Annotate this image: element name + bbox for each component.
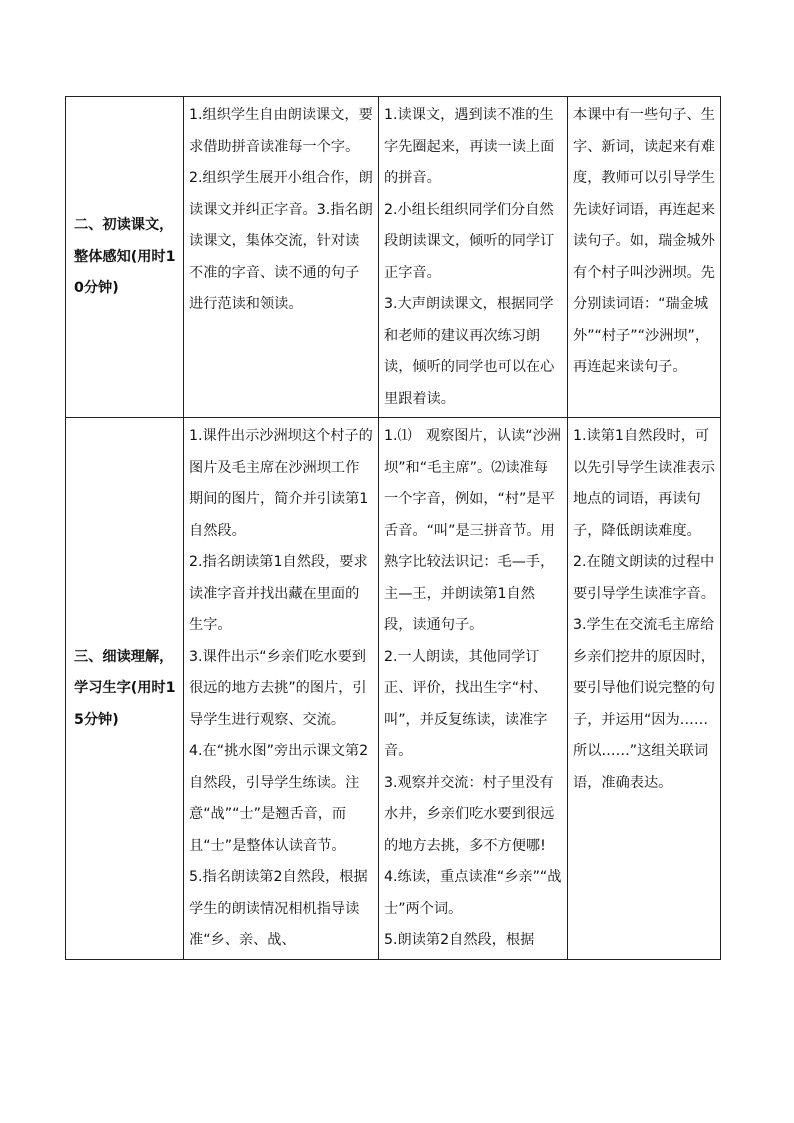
table-row xyxy=(66,418,721,960)
stage-cell: 二、初读课文，整体感知(用时10分钟) xyxy=(66,97,184,418)
stage-cell: 三、细读理解，学习生字(用时15分钟) xyxy=(66,418,184,960)
student-activity-paragraph: 1.⑴ 观察图片，认读“沙洲坝”和“毛主席”。⑵读准每一个字音，例如，“村”是平舌音。“叫”是三拼音节。用熟字比较法识记：毛—手，主—王，并朗读第1自然段，读通句子。 xyxy=(384,428,561,633)
teacher-activity-cell xyxy=(184,97,379,418)
design-notes-cell xyxy=(568,418,721,960)
lesson-plan-table xyxy=(65,96,721,960)
student-activity-paragraph: 3.大声朗读课文，根据同学和老师的建议再次练习朗读，倾听的同学也可以在心里跟着读。 xyxy=(384,296,555,407)
student-activity-cell xyxy=(379,97,568,418)
teacher-activity-paragraph: 5.指名朗读第2自然段，根据学生的朗读情况相机指导读准“乡、亲、战、 xyxy=(189,869,368,948)
teacher-activity-paragraph: 1.课件出示沙洲坝这个村子的图片及毛主席在沙洲坝工作期间的图片，简介并引读第1自然段。 xyxy=(189,428,373,539)
teacher-activity-cell xyxy=(184,418,379,960)
design-notes-cell xyxy=(568,97,721,418)
teacher-activity-paragraph: 4.在“挑水图”旁出示课文第2自然段，引导学生练读。注意“战”“士”是翘舌音，而且“士”是整体认读音节。 xyxy=(189,743,369,854)
teacher-activity-paragraph: 2.组织学生展开小组合作，朗读课文并纠正字音。3.指名朗读课文，集体交流，针对读不准的字音、读不通的句子进行范读和领读。 xyxy=(189,170,373,312)
teacher-activity-paragraph: 1.组织学生自由朗读课文，要求借助拼音读准每一个字。 xyxy=(189,107,373,155)
design-notes-paragraph: 本课中有一些句子、生字、新词，读起来有难度，教师可以引导学生先读好词语，再连起来读句子。如，瑞金城外有个村子叫沙洲坝。先分别读词语：“瑞金城外”“村子”“沙洲坝”，再连起来读句子。 xyxy=(573,107,715,375)
student-activity-paragraph: 2.一人朗读，其他同学订正、评价，找出生字“村、叫”，并反复练读，读准字音。 xyxy=(384,648,548,759)
design-notes-paragraph: 3.学生在交流毛主席给乡亲们挖井的原因时，要引导他们说完整的句子，并运用“因为……所以……”这组关联词语，准确表达。 xyxy=(573,617,715,791)
table-row xyxy=(66,97,721,418)
teacher-activity-paragraph: 2.指名朗读第1自然段，要求读准字音并找出藏在里面的生字。 xyxy=(189,554,368,633)
student-activity-paragraph: 2.小组长组织同学们分自然段朗读课文，倾听的同学订正字音。 xyxy=(384,201,555,281)
student-activity-paragraph: 1.读课文，遇到读不准的生字先圈起来，再读一读上面的拼音。 xyxy=(384,107,555,186)
design-notes-paragraph: 1.读第1自然段时，可以先引导学生读准表示地点的词语，再读句子，降低朗读难度。 xyxy=(573,428,715,539)
teacher-activity-paragraph: 3.课件出示“乡亲们吃水要到很远的地方去挑”的图片，引导学生进行观察、交流。 xyxy=(189,648,367,728)
student-activity-paragraph: 5.朗读第2自然段，根据 xyxy=(384,932,535,948)
student-activity-paragraph: 4.练读，重点读准“乡亲”“战士”两个词。 xyxy=(384,869,562,917)
design-notes-paragraph: 2.在随文朗读的过程中要引导学生读准字音。 xyxy=(573,554,715,602)
student-activity-paragraph: 3.观察并交流：村子里没有水井，乡亲们吃水要到很远的地方去挑，多不方便哪! xyxy=(384,774,555,854)
student-activity-cell xyxy=(379,418,568,960)
